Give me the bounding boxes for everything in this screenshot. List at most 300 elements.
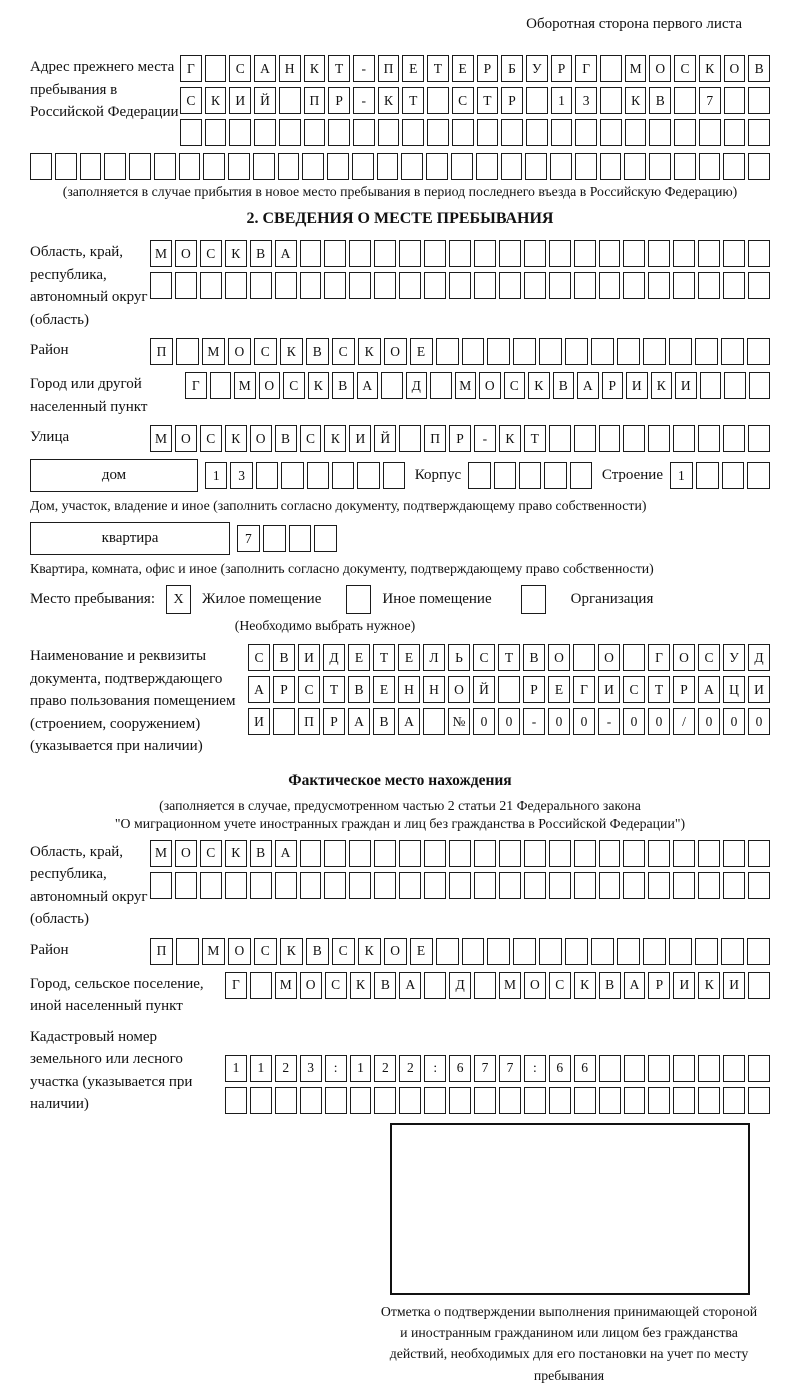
char-cell[interactable] (200, 272, 222, 299)
char-cell[interactable] (698, 272, 720, 299)
char-cell[interactable]: И (673, 972, 695, 999)
char-cell[interactable]: Р (323, 708, 345, 735)
char-cell[interactable] (721, 938, 744, 965)
char-cell[interactable] (205, 119, 227, 146)
char-cell[interactable] (129, 153, 151, 180)
char-cell[interactable] (724, 372, 746, 399)
char-cell[interactable] (575, 153, 597, 180)
char-cell[interactable]: / (673, 708, 695, 735)
char-cell[interactable]: Р (673, 676, 695, 703)
char-cell[interactable] (749, 372, 771, 399)
char-cell[interactable]: 7 (699, 87, 721, 114)
char-cell[interactable]: Т (524, 425, 546, 452)
char-cell[interactable]: - (353, 55, 375, 82)
char-cell[interactable] (574, 240, 596, 267)
char-cell[interactable]: И (229, 87, 251, 114)
char-cell[interactable] (487, 938, 510, 965)
char-cell[interactable]: О (228, 938, 251, 965)
char-cell[interactable]: А (254, 55, 276, 82)
char-cell[interactable]: И (748, 676, 770, 703)
char-cell[interactable] (80, 153, 102, 180)
char-cell[interactable]: 0 (573, 708, 595, 735)
char-cell[interactable] (436, 938, 459, 965)
char-cell[interactable]: К (358, 338, 381, 365)
char-cell[interactable]: Н (279, 55, 301, 82)
char-cell[interactable] (625, 119, 647, 146)
char-cell[interactable]: С (248, 644, 270, 671)
char-cell[interactable] (673, 425, 695, 452)
char-cell[interactable] (374, 240, 396, 267)
char-cell[interactable]: № (448, 708, 470, 735)
char-cell[interactable] (377, 153, 399, 180)
char-cell[interactable] (104, 153, 126, 180)
char-cell[interactable] (427, 87, 449, 114)
char-cell[interactable]: О (300, 972, 322, 999)
char-cell[interactable]: К (625, 87, 647, 114)
char-cell[interactable]: - (598, 708, 620, 735)
char-cell[interactable]: М (455, 372, 477, 399)
char-cell[interactable] (673, 840, 695, 867)
char-cell[interactable]: М (150, 840, 172, 867)
char-cell[interactable] (462, 938, 485, 965)
char-cell[interactable] (499, 1087, 521, 1114)
char-cell[interactable]: К (378, 87, 400, 114)
char-cell[interactable]: М (202, 938, 225, 965)
char-cell[interactable]: К (225, 240, 247, 267)
char-cell[interactable] (474, 872, 496, 899)
char-cell[interactable]: Т (323, 676, 345, 703)
char-cell[interactable]: О (479, 372, 501, 399)
char-cell[interactable]: 1 (670, 462, 693, 489)
char-cell[interactable] (180, 119, 202, 146)
char-cell[interactable]: О (673, 644, 695, 671)
checkbox-residential[interactable]: X (166, 585, 191, 614)
char-cell[interactable]: Т (427, 55, 449, 82)
char-cell[interactable]: К (205, 87, 227, 114)
char-cell[interactable]: Е (402, 55, 424, 82)
char-cell[interactable]: Ь (448, 644, 470, 671)
char-cell[interactable] (501, 119, 523, 146)
char-cell[interactable] (424, 1087, 446, 1114)
char-cell[interactable]: О (598, 644, 620, 671)
char-cell[interactable] (324, 872, 346, 899)
char-cell[interactable] (325, 1087, 347, 1114)
char-cell[interactable] (748, 840, 770, 867)
char-cell[interactable]: Е (410, 338, 433, 365)
char-cell[interactable] (591, 938, 614, 965)
char-cell[interactable] (617, 938, 640, 965)
char-cell[interactable] (724, 87, 746, 114)
char-cell[interactable]: К (574, 972, 596, 999)
char-cell[interactable]: 2 (374, 1055, 396, 1082)
char-cell[interactable] (487, 338, 510, 365)
char-cell[interactable]: А (698, 676, 720, 703)
char-cell[interactable] (669, 938, 692, 965)
char-cell[interactable]: Р (477, 55, 499, 82)
char-cell[interactable]: К (358, 938, 381, 965)
char-cell[interactable]: П (378, 55, 400, 82)
char-cell[interactable]: Ц (723, 676, 745, 703)
char-cell[interactable] (699, 153, 721, 180)
char-cell[interactable]: М (499, 972, 521, 999)
char-cell[interactable] (748, 153, 770, 180)
char-cell[interactable]: Н (423, 676, 445, 703)
char-cell[interactable]: В (553, 372, 575, 399)
char-cell[interactable]: И (349, 425, 371, 452)
char-cell[interactable] (424, 840, 446, 867)
char-cell[interactable] (501, 153, 523, 180)
char-cell[interactable]: 0 (473, 708, 495, 735)
char-cell[interactable] (698, 840, 720, 867)
char-cell[interactable] (698, 240, 720, 267)
char-cell[interactable]: У (526, 55, 548, 82)
char-cell[interactable] (565, 938, 588, 965)
char-cell[interactable]: Д (449, 972, 471, 999)
char-cell[interactable] (30, 153, 52, 180)
char-cell[interactable]: С (452, 87, 474, 114)
char-cell[interactable] (526, 87, 548, 114)
char-cell[interactable]: С (504, 372, 526, 399)
char-cell[interactable]: Г (573, 676, 595, 703)
char-cell[interactable] (349, 240, 371, 267)
char-cell[interactable] (254, 119, 276, 146)
char-cell[interactable] (549, 840, 571, 867)
char-cell[interactable] (424, 972, 446, 999)
char-cell[interactable]: Е (452, 55, 474, 82)
char-cell[interactable] (673, 872, 695, 899)
char-cell[interactable] (399, 872, 421, 899)
char-cell[interactable]: О (548, 644, 570, 671)
char-cell[interactable] (600, 153, 622, 180)
char-cell[interactable] (673, 272, 695, 299)
char-cell[interactable]: 0 (723, 708, 745, 735)
char-cell[interactable]: К (651, 372, 673, 399)
char-cell[interactable]: В (306, 938, 329, 965)
char-cell[interactable] (623, 840, 645, 867)
char-cell[interactable]: С (200, 240, 222, 267)
char-cell[interactable]: П (150, 338, 173, 365)
char-cell[interactable] (570, 462, 592, 489)
char-cell[interactable]: И (675, 372, 697, 399)
char-cell[interactable]: Е (398, 644, 420, 671)
char-cell[interactable] (374, 1087, 396, 1114)
char-cell[interactable]: О (384, 938, 407, 965)
char-cell[interactable] (314, 525, 337, 552)
char-cell[interactable] (643, 938, 666, 965)
char-cell[interactable]: К (324, 425, 346, 452)
char-cell[interactable] (381, 372, 403, 399)
char-cell[interactable] (624, 1055, 646, 1082)
char-cell[interactable]: 6 (574, 1055, 596, 1082)
char-cell[interactable] (499, 872, 521, 899)
char-cell[interactable]: С (229, 55, 251, 82)
char-cell[interactable] (623, 425, 645, 452)
char-cell[interactable]: К (280, 338, 303, 365)
char-cell[interactable] (574, 840, 596, 867)
char-cell[interactable] (599, 240, 621, 267)
checkbox-organization[interactable] (521, 585, 546, 614)
char-cell[interactable]: 0 (498, 708, 520, 735)
char-cell[interactable]: 7 (237, 525, 260, 552)
char-cell[interactable]: 1 (551, 87, 573, 114)
char-cell[interactable]: Е (410, 938, 433, 965)
char-cell[interactable] (357, 462, 379, 489)
char-cell[interactable] (673, 1055, 695, 1082)
char-cell[interactable] (349, 840, 371, 867)
char-cell[interactable] (525, 153, 547, 180)
house-type-box[interactable]: дом (30, 459, 198, 492)
char-cell[interactable] (549, 1087, 571, 1114)
char-cell[interactable] (300, 1087, 322, 1114)
char-cell[interactable] (324, 840, 346, 867)
char-cell[interactable]: С (332, 938, 355, 965)
char-cell[interactable] (673, 240, 695, 267)
char-cell[interactable] (430, 372, 452, 399)
char-cell[interactable] (698, 872, 720, 899)
char-cell[interactable] (449, 272, 471, 299)
char-cell[interactable]: Л (423, 644, 445, 671)
char-cell[interactable] (599, 840, 621, 867)
char-cell[interactable]: Т (402, 87, 424, 114)
char-cell[interactable]: Г (575, 55, 597, 82)
char-cell[interactable] (332, 462, 354, 489)
char-cell[interactable]: М (150, 240, 172, 267)
char-cell[interactable] (154, 153, 176, 180)
char-cell[interactable]: Й (473, 676, 495, 703)
char-cell[interactable]: С (283, 372, 305, 399)
char-cell[interactable] (424, 272, 446, 299)
char-cell[interactable] (649, 153, 671, 180)
char-cell[interactable] (700, 372, 722, 399)
char-cell[interactable] (436, 338, 459, 365)
char-cell[interactable] (300, 272, 322, 299)
char-cell[interactable]: А (398, 708, 420, 735)
char-cell[interactable] (474, 972, 496, 999)
char-cell[interactable] (669, 338, 692, 365)
char-cell[interactable]: Г (225, 972, 247, 999)
char-cell[interactable] (723, 840, 745, 867)
char-cell[interactable] (723, 272, 745, 299)
char-cell[interactable] (304, 119, 326, 146)
char-cell[interactable] (524, 840, 546, 867)
char-cell[interactable] (203, 153, 225, 180)
char-cell[interactable]: 0 (698, 708, 720, 735)
char-cell[interactable] (748, 119, 770, 146)
char-cell[interactable]: И (723, 972, 745, 999)
char-cell[interactable]: С (200, 840, 222, 867)
char-cell[interactable] (278, 153, 300, 180)
char-cell[interactable]: 0 (748, 708, 770, 735)
char-cell[interactable] (349, 272, 371, 299)
char-cell[interactable]: К (225, 840, 247, 867)
char-cell[interactable]: Р (551, 55, 573, 82)
char-cell[interactable] (175, 272, 197, 299)
char-cell[interactable] (524, 272, 546, 299)
char-cell[interactable]: В (348, 676, 370, 703)
char-cell[interactable] (302, 153, 324, 180)
char-cell[interactable] (674, 87, 696, 114)
char-cell[interactable]: И (298, 644, 320, 671)
char-cell[interactable]: М (625, 55, 647, 82)
char-cell[interactable]: С (180, 87, 202, 114)
char-cell[interactable]: : (524, 1055, 546, 1082)
char-cell[interactable]: В (649, 87, 671, 114)
char-cell[interactable] (549, 240, 571, 267)
char-cell[interactable] (624, 1087, 646, 1114)
char-cell[interactable] (600, 87, 622, 114)
char-cell[interactable] (698, 425, 720, 452)
char-cell[interactable]: С (200, 425, 222, 452)
char-cell[interactable] (499, 240, 521, 267)
char-cell[interactable] (424, 240, 446, 267)
char-cell[interactable]: В (275, 425, 297, 452)
char-cell[interactable] (600, 55, 622, 82)
char-cell[interactable] (599, 272, 621, 299)
char-cell[interactable] (721, 338, 744, 365)
char-cell[interactable] (353, 119, 375, 146)
char-cell[interactable] (229, 119, 251, 146)
char-cell[interactable]: С (300, 425, 322, 452)
char-cell[interactable] (179, 153, 201, 180)
char-cell[interactable] (723, 240, 745, 267)
char-cell[interactable]: О (175, 240, 197, 267)
char-cell[interactable]: А (275, 840, 297, 867)
char-cell[interactable]: Й (374, 425, 396, 452)
char-cell[interactable] (748, 1055, 770, 1082)
char-cell[interactable] (300, 872, 322, 899)
char-cell[interactable] (643, 338, 666, 365)
char-cell[interactable] (300, 240, 322, 267)
char-cell[interactable] (550, 153, 572, 180)
char-cell[interactable] (599, 1087, 621, 1114)
char-cell[interactable] (449, 240, 471, 267)
char-cell[interactable] (723, 1055, 745, 1082)
char-cell[interactable] (378, 119, 400, 146)
char-cell[interactable] (539, 338, 562, 365)
char-cell[interactable] (228, 153, 250, 180)
char-cell[interactable]: Н (398, 676, 420, 703)
char-cell[interactable] (696, 462, 719, 489)
char-cell[interactable] (549, 872, 571, 899)
char-cell[interactable]: О (228, 338, 251, 365)
char-cell[interactable]: Б (501, 55, 523, 82)
char-cell[interactable]: В (273, 644, 295, 671)
char-cell[interactable] (575, 119, 597, 146)
char-cell[interactable] (462, 338, 485, 365)
char-cell[interactable] (275, 272, 297, 299)
char-cell[interactable] (474, 840, 496, 867)
char-cell[interactable] (281, 462, 303, 489)
char-cell[interactable] (649, 119, 671, 146)
char-cell[interactable]: В (250, 240, 272, 267)
char-cell[interactable] (648, 240, 670, 267)
char-cell[interactable]: О (448, 676, 470, 703)
char-cell[interactable]: С (698, 644, 720, 671)
char-cell[interactable]: 6 (549, 1055, 571, 1082)
char-cell[interactable] (399, 425, 421, 452)
char-cell[interactable]: П (424, 425, 446, 452)
char-cell[interactable] (328, 119, 350, 146)
char-cell[interactable] (648, 272, 670, 299)
char-cell[interactable] (648, 425, 670, 452)
char-cell[interactable] (55, 153, 77, 180)
apartment-type-box[interactable]: квартира (30, 522, 230, 555)
char-cell[interactable]: К (698, 972, 720, 999)
char-cell[interactable] (674, 119, 696, 146)
char-cell[interactable]: 7 (474, 1055, 496, 1082)
char-cell[interactable]: П (304, 87, 326, 114)
char-cell[interactable] (474, 1087, 496, 1114)
char-cell[interactable] (623, 240, 645, 267)
char-cell[interactable] (349, 872, 371, 899)
char-cell[interactable] (544, 462, 566, 489)
char-cell[interactable] (451, 153, 473, 180)
char-cell[interactable] (399, 240, 421, 267)
char-cell[interactable]: : (424, 1055, 446, 1082)
char-cell[interactable]: А (348, 708, 370, 735)
char-cell[interactable] (225, 272, 247, 299)
char-cell[interactable] (205, 55, 227, 82)
char-cell[interactable]: О (524, 972, 546, 999)
char-cell[interactable] (499, 272, 521, 299)
char-cell[interactable]: 7 (499, 1055, 521, 1082)
char-cell[interactable]: Р (602, 372, 624, 399)
char-cell[interactable]: Е (548, 676, 570, 703)
char-cell[interactable] (624, 153, 646, 180)
char-cell[interactable]: В (306, 338, 329, 365)
char-cell[interactable]: Й (254, 87, 276, 114)
char-cell[interactable]: - (474, 425, 496, 452)
char-cell[interactable] (324, 272, 346, 299)
char-cell[interactable]: С (473, 644, 495, 671)
char-cell[interactable] (374, 272, 396, 299)
char-cell[interactable]: Р (449, 425, 471, 452)
char-cell[interactable] (275, 872, 297, 899)
char-cell[interactable]: А (275, 240, 297, 267)
char-cell[interactable] (599, 872, 621, 899)
char-cell[interactable] (695, 338, 718, 365)
char-cell[interactable]: К (699, 55, 721, 82)
char-cell[interactable] (350, 1087, 372, 1114)
char-cell[interactable] (399, 840, 421, 867)
char-cell[interactable]: К (528, 372, 550, 399)
char-cell[interactable]: Т (477, 87, 499, 114)
char-cell[interactable] (324, 240, 346, 267)
char-cell[interactable]: 0 (648, 708, 670, 735)
char-cell[interactable] (176, 338, 199, 365)
char-cell[interactable] (449, 872, 471, 899)
char-cell[interactable]: С (623, 676, 645, 703)
char-cell[interactable] (648, 1087, 670, 1114)
char-cell[interactable]: М (150, 425, 172, 452)
char-cell[interactable] (574, 872, 596, 899)
char-cell[interactable] (723, 1087, 745, 1114)
char-cell[interactable]: 3 (230, 462, 252, 489)
char-cell[interactable]: О (724, 55, 746, 82)
char-cell[interactable] (524, 240, 546, 267)
char-cell[interactable] (574, 272, 596, 299)
char-cell[interactable] (263, 525, 286, 552)
char-cell[interactable] (695, 938, 718, 965)
char-cell[interactable] (524, 1087, 546, 1114)
char-cell[interactable] (574, 1087, 596, 1114)
char-cell[interactable]: 3 (300, 1055, 322, 1082)
char-cell[interactable] (573, 644, 595, 671)
char-cell[interactable] (748, 872, 770, 899)
char-cell[interactable] (225, 872, 247, 899)
char-cell[interactable] (399, 1087, 421, 1114)
char-cell[interactable]: Т (373, 644, 395, 671)
